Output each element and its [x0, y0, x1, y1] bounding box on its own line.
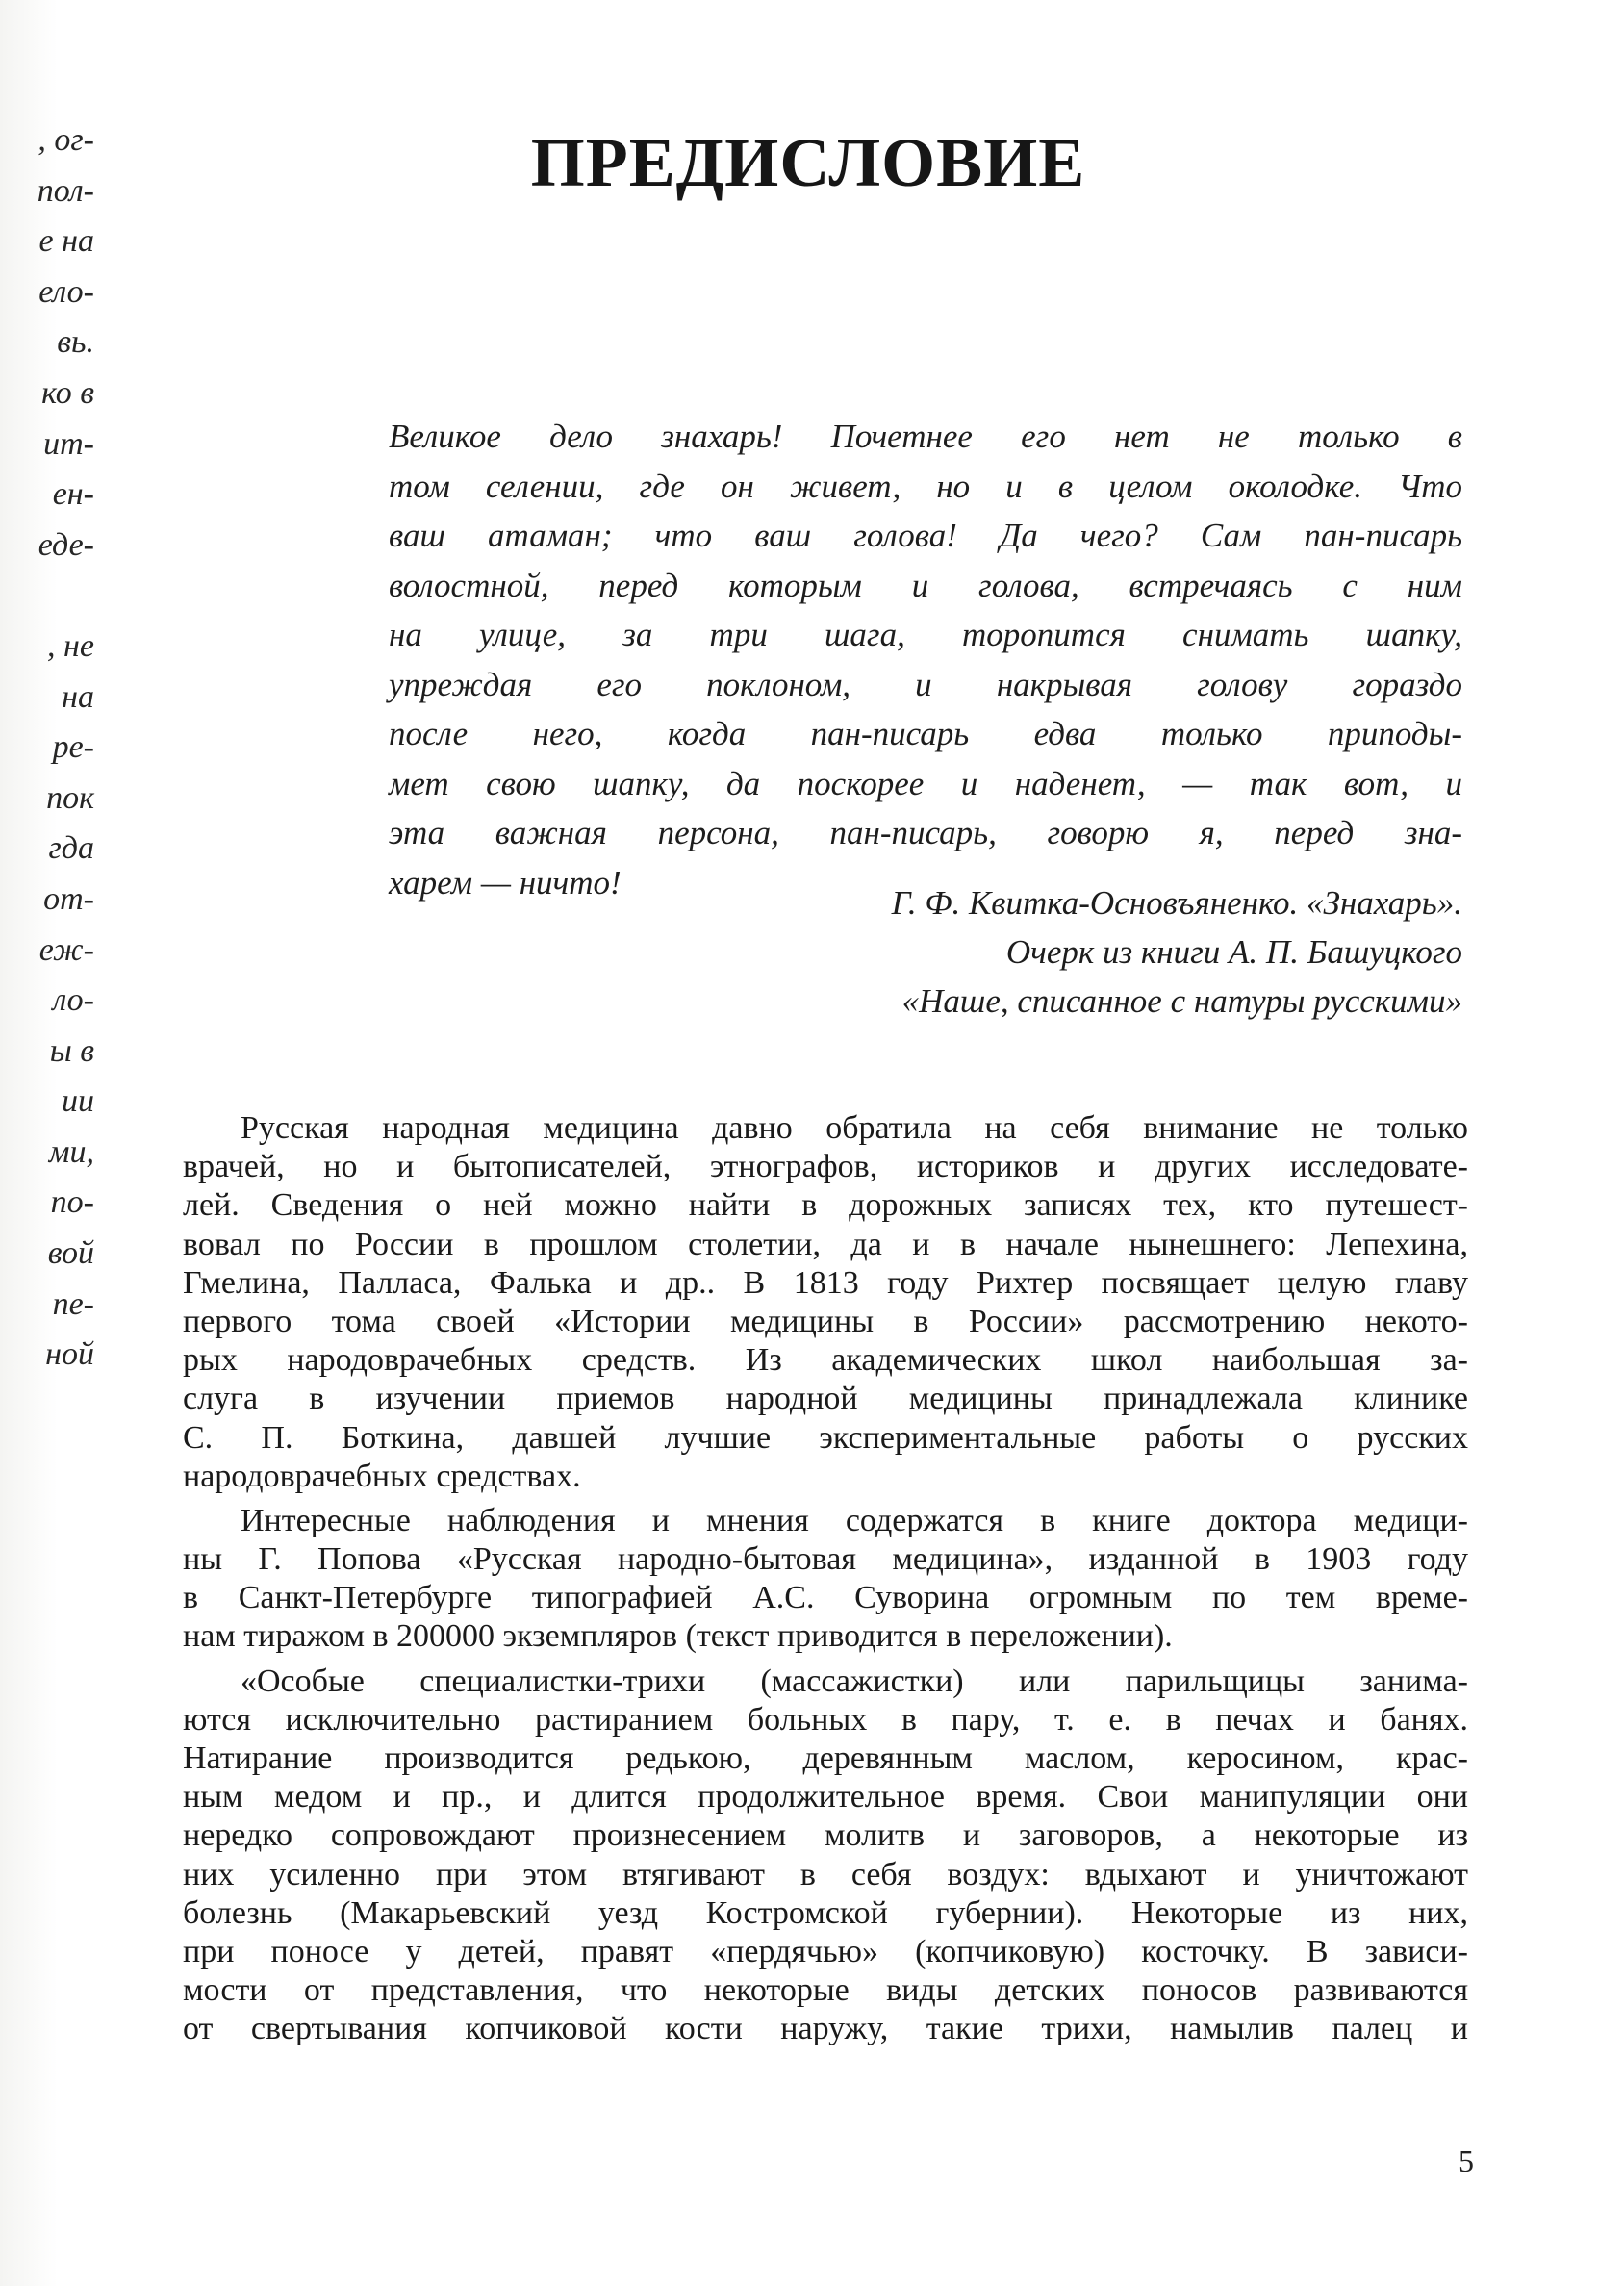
epigraph-line: Великое дело знахарь! Почетнее его нет не только в	[389, 418, 1462, 455]
epigraph	[389, 412, 1462, 907]
facing-page-fragments	[8, 115, 94, 1381]
text-line: слуга в изучении приемов народной медицины принадлежала клинике	[183, 1381, 1468, 1417]
margin-fragment: гда	[48, 830, 94, 867]
attribution-line: Г. Ф. Квитка-Основъяненко. «Знахарь».	[891, 884, 1462, 922]
margin-fragment: на	[62, 678, 94, 715]
margin-fragment: по-	[50, 1184, 94, 1221]
margin-fragment: ело-	[38, 273, 94, 310]
text-line: Интересные наблюдения и мнения содержатся в книге доктора медици-	[241, 1502, 1468, 1538]
text-line: врачей, но и бытописателей, этнографов, историков и других исследовате-	[183, 1149, 1468, 1185]
paragraph	[183, 1109, 1468, 1496]
margin-fragment: от-	[43, 880, 94, 917]
text-line: первого тома своей «Истории медицины в России» рассмотрению некото-	[183, 1303, 1468, 1339]
text-line: Гмелина, Палласа, Фалька и др.. В 1813 году Рихтер посвящает целую главу	[183, 1264, 1468, 1301]
text-line: нам тиражом в 200000 экземпляров (текст приводится в переложении).	[183, 1618, 1173, 1655]
text-line: при поносе у детей, правят «пердячью» (копчиковую) косточку. В зависи-	[183, 1933, 1468, 1969]
margin-fragment: е на	[38, 223, 94, 260]
body-text	[183, 1109, 1468, 2049]
margin-fragment: ии	[62, 1083, 94, 1120]
attribution-line: «Наше, списанное с натуры русскими»	[901, 982, 1462, 1020]
epigraph-line: после него, когда пан-писарь едва только приподы-	[389, 715, 1462, 752]
margin-fragment: ы в	[49, 1032, 94, 1069]
page-title: ПРЕДИСЛОВИЕ	[530, 124, 1086, 201]
epigraph-line: харем — ничто!	[389, 863, 622, 902]
text-line: Русская народная медицина давно обратила на себя внимание не только	[241, 1110, 1468, 1146]
text-line: рых народоврачебных средств. Из академических школ наибольшая за-	[183, 1342, 1468, 1379]
margin-fragment: вь.	[57, 324, 94, 361]
margin-fragment: ре-	[52, 729, 94, 766]
epigraph-attribution	[596, 878, 1462, 1026]
margin-fragment: ит-	[43, 425, 94, 462]
margin-fragment: вой	[47, 1235, 94, 1272]
text-line: вовал по России в прошлом столетии, да и в начале нынешнего: Лепехина,	[183, 1226, 1468, 1262]
paragraph	[183, 1663, 1468, 2049]
margin-fragment: ной	[45, 1336, 94, 1373]
epigraph-line: эта важная персона, пан-писарь, говорю я, перед зна-	[389, 814, 1462, 851]
margin-fragment	[8, 571, 94, 622]
text-line: С. П. Боткина, давшей лучшие экспериментальные работы о русских	[183, 1419, 1468, 1456]
epigraph-line: ваш атаман; что ваш голова! Да чего? Сам пан-писарь	[389, 517, 1462, 554]
text-line: ются исключительно растиранием больных в пару, т. е. в печах и банях.	[183, 1701, 1468, 1738]
margin-fragment: ко в	[41, 374, 94, 411]
margin-fragment: пок	[46, 779, 94, 816]
margin-fragment: ло-	[52, 982, 94, 1019]
text-line: болезнь (Макарьевский уезд Костромской губернии). Некоторые из них,	[183, 1894, 1468, 1931]
epigraph-line: на улице, за три шага, торопится снимать шапку,	[389, 616, 1462, 653]
text-line: «Особые специалистки-трихи (массажистки) или парильщицы занима-	[241, 1663, 1468, 1699]
margin-fragment: , не	[47, 627, 94, 664]
epigraph-line: упреждая его поклоном, и накрывая голову гораздо	[389, 665, 1462, 703]
margin-fragment: пе-	[52, 1285, 94, 1322]
margin-fragment: еде-	[38, 526, 94, 563]
margin-fragment: ен-	[52, 476, 94, 513]
text-line: нередко сопровождают произнесением молитв и заговоров, а некоторые из	[183, 1817, 1468, 1854]
epigraph-line: том селении, где он живет, но и в целом околодке. Что	[389, 467, 1462, 505]
margin-fragment: пол-	[37, 172, 94, 209]
attribution-line: Очерк из книги А. П. Башуцкого	[1005, 933, 1462, 971]
margin-fragment: ми,	[48, 1133, 94, 1170]
text-line: ны Г. Попова «Русская народно-бытовая медицина», изданной в 1903 году	[183, 1541, 1468, 1578]
epigraph-line: мет свою шапку, да поскорее и наденет, — так вот, и	[389, 764, 1462, 802]
text-line: в Санкт-Петербурге типографией А.С. Суворина огромным по тем време-	[183, 1580, 1468, 1616]
text-line: народоврачебных средствах.	[183, 1458, 581, 1494]
text-line: ным медом и пр., и длится продолжительное время. Свои манипуляции они	[183, 1779, 1468, 1816]
text-line: мости от представления, что некоторые виды детских поносов развиваются	[183, 1972, 1468, 2009]
text-line: лей. Сведения о ней можно найти в дорожных записях тех, кто путешест-	[183, 1187, 1468, 1224]
text-line: них усиленно при этом втягивают в себя воздух: вдыхают и уничтожают	[183, 1856, 1468, 1892]
page-number: 5	[1459, 2144, 1474, 2178]
margin-fragment: , ог-	[38, 122, 94, 158]
margin-fragment: еж-	[38, 931, 94, 968]
text-line: Натирание производится редькою, деревянным маслом, керосином, крас-	[183, 1740, 1468, 1776]
epigraph-line: волостной, перед которым и голова, встречаясь с ним	[389, 566, 1462, 604]
text-line: от свертывания копчиковой кости наружу, такие трихи, намылив палец и	[183, 2011, 1468, 2047]
paragraph	[183, 1502, 1468, 1657]
